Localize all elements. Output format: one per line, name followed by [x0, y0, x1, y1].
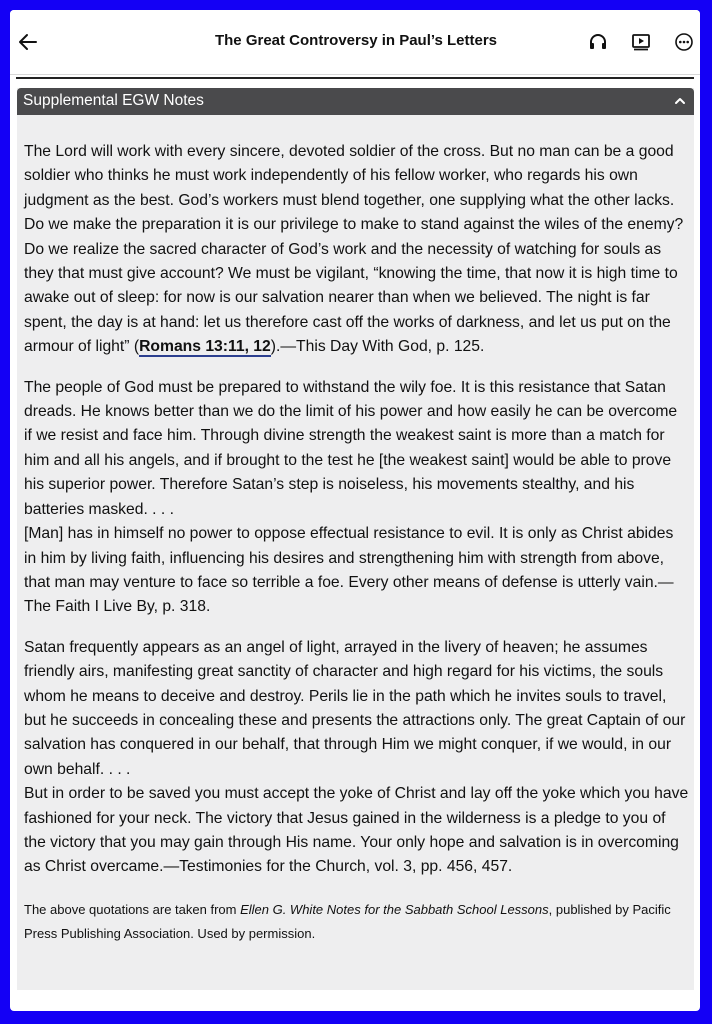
book-title: Ellen G. White Notes for the Sabbath School Lessons [240, 901, 549, 917]
play-video-icon [631, 32, 651, 52]
headphones-icon [588, 32, 608, 52]
page-title: The Great Controversy in Paul’s Letters [214, 32, 498, 49]
paragraph: But in order to be saved you must accept the yoke of Christ and lay off the yoke which you have fashioned for your neck. The victory that Jesus gained in the wilderness is a pledge to you of the victory that you may gain through His name. Your only hope and salvation is in overcoming as Christ overcame.—Testimonies for the Church, vol. 3, pp. 456, 457. [24, 785, 689, 876]
more-options-icon [674, 32, 694, 52]
arrow-left-icon [18, 32, 38, 52]
egw-notes-header[interactable] [17, 88, 694, 115]
paragraph: [Man] has in himself no power to oppose effectual resistance to evil. It is only as Christ abides in him by living faith, influencing his desires and strengthening him with strength from above, that man may venture to face so terrible a foe. Every other means of defense is utterly vain.—The Faith I Live By, p. 318. [24, 525, 674, 616]
back-button[interactable] [16, 30, 40, 54]
more-options-button[interactable] [672, 30, 696, 54]
paragraph [24, 213, 689, 359]
app-frame [10, 10, 700, 1011]
video-button[interactable] [629, 30, 653, 54]
scripture-reference-link[interactable]: Romans 13:11, 12 [139, 338, 271, 356]
notes-content [24, 140, 689, 946]
paragraph: The Lord will work with every sincere, devoted soldier of the cross. But no man can be a good soldier who thinks he must work independently of his fellow worker, who regards his own judgment as the best. God’s workers must blend together, one supplying what the other lacks. [24, 143, 675, 209]
paragraph: The people of God must be prepared to withstand the wily foe. It is this resistance that Satan dreads. He knows better than we do the limit of his power and how easily he can be overcome if we resist and face him. Through divine strength the weakest saint is more than a match for him and all his angels, and if brought to the test he [the weakest saint] would be able to prove his superior power. Therefore Satan’s step is noiseless, his movements stealthy, and his batteries masked. . . . [24, 378, 678, 518]
header-divider [10, 74, 700, 75]
footnote-text: The above quotations are taken from [24, 901, 241, 917]
top-bar [10, 10, 700, 74]
content-divider [16, 77, 694, 79]
egw-notes-title: Supplemental EGW Notes [23, 92, 204, 109]
audio-button[interactable] [586, 30, 610, 54]
attribution-footnote [24, 898, 689, 946]
egw-notes-panel [17, 88, 694, 990]
paragraph-text: Do we make the preparation it is our privilege to make to stand against the wiles of the enemy? Do we realize the sacred character of God’s work and the necessity of watching for souls as they that must give account? We must be vigilant, “knowing the time, that now it is high time to awake out of sleep: for now is our salvation nearer than when we believed. The night is far spent, the day is at hand: let us therefore cast off the works of darkness, and let us put on the armour of light” ( [24, 216, 684, 356]
chevron-up-icon[interactable] [672, 93, 688, 109]
citation-text: ).—This Day With God, p. 125. [270, 338, 485, 356]
footnote-text: , published by Pacific Press Publishing Association. Used by permission. [24, 901, 671, 941]
paragraph: Satan frequently appears as an angel of light, arrayed in the livery of heaven; he assumes friendly airs, manifesting great sanctity of character and high regard for his victims, the souls whom he means to deceive and destroy. Perils lie in the path which he invites souls to travel, but he succeeds in concealing these and presents the attractions only. The great Captain of our salvation has conquered in our behalf, that through Him we might conquer, if we would, in our own behalf. . . . [24, 638, 686, 778]
